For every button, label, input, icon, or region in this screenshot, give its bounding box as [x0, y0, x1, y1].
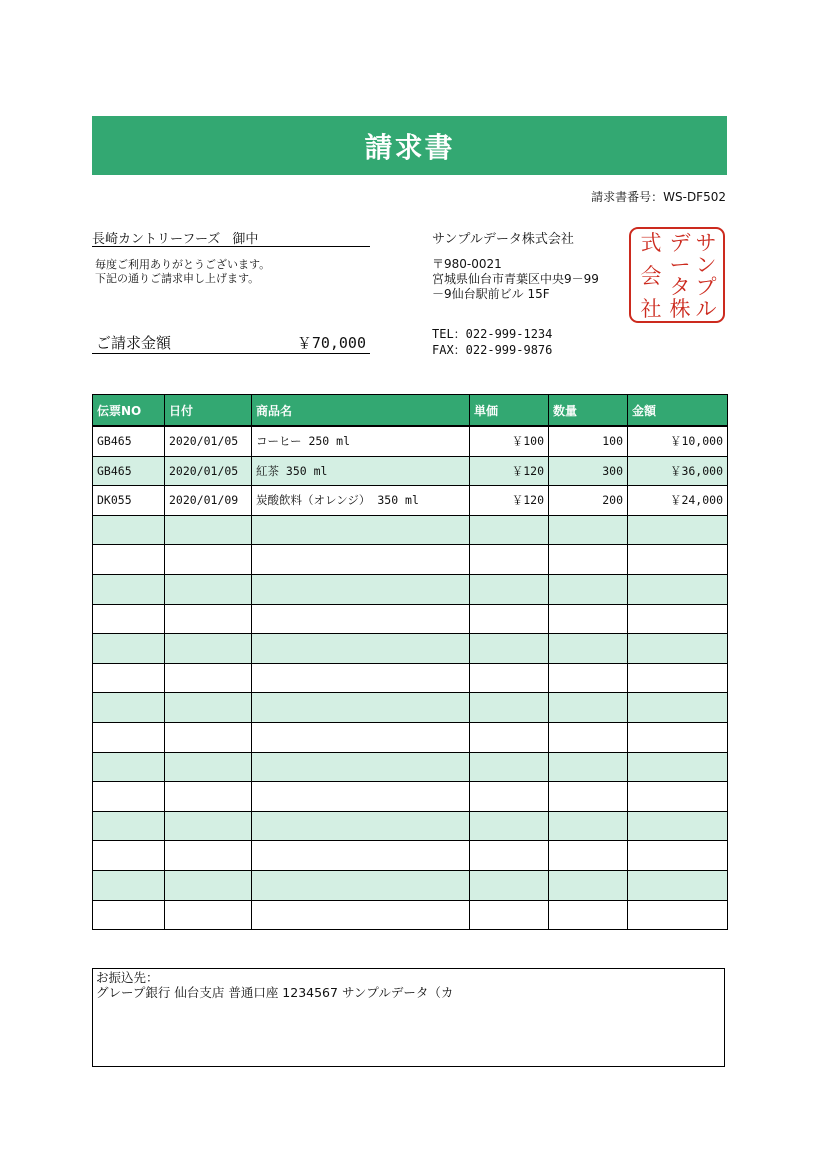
cell-unit-price [470, 545, 549, 575]
cell-quantity: 300 [549, 456, 628, 486]
cell-date [165, 663, 252, 693]
cell-unit-price [470, 722, 549, 752]
cell-date [165, 693, 252, 723]
cell-slip-no [93, 515, 165, 545]
cell-product [252, 515, 470, 545]
greeting-line: 毎度ご利用ありがとうございます。 [95, 258, 271, 271]
cell-quantity [549, 782, 628, 812]
cell-slip-no [93, 634, 165, 664]
cell-unit-price: ￥100 [470, 426, 549, 456]
cell-product [252, 782, 470, 812]
cell-quantity [549, 515, 628, 545]
table-row [93, 426, 728, 456]
cell-slip-no [93, 841, 165, 871]
cell-quantity [549, 752, 628, 782]
company-address [432, 257, 599, 302]
cell-slip-no [93, 663, 165, 693]
amount-value: ￥70,000 [296, 333, 366, 352]
cell-unit-price [470, 604, 549, 634]
col-header-product: 商品名 [252, 395, 470, 427]
svg-text:デ: デ [669, 231, 691, 255]
table-row [93, 604, 728, 634]
bank-detail: グレープ銀行 仙台支店 普通口座 1234567 サンプルデータ（カ [96, 985, 454, 1000]
company-seal-stamp [628, 226, 726, 324]
address-line: 宮城県仙台市青葉区中央9－99 [432, 272, 599, 286]
table-row [93, 722, 728, 752]
cell-date [165, 515, 252, 545]
cell-date [165, 574, 252, 604]
col-header-quantity: 数量 [549, 395, 628, 427]
cell-slip-no: DK055 [93, 486, 165, 516]
col-header-amount: 金額 [628, 395, 728, 427]
svg-text:株: 株 [669, 297, 691, 321]
svg-text:ル: ル [695, 297, 717, 321]
svg-text:タ: タ [669, 275, 691, 299]
cell-quantity [549, 900, 628, 930]
table-row [93, 841, 728, 871]
cell-slip-no [93, 722, 165, 752]
cell-unit-price [470, 634, 549, 664]
cell-slip-no [93, 693, 165, 723]
cell-product: 炭酸飲料（オレンジ） 350 ml [252, 486, 470, 516]
cell-date [165, 782, 252, 812]
cell-slip-no [93, 870, 165, 900]
table-row [93, 634, 728, 664]
cell-amount [628, 604, 728, 634]
cell-date [165, 604, 252, 634]
page-title: 請求書 [92, 116, 727, 175]
table-row [93, 486, 728, 516]
svg-text:会: 会 [640, 264, 662, 288]
cell-product [252, 545, 470, 575]
cell-amount [628, 722, 728, 752]
cell-amount [628, 841, 728, 871]
cell-amount [628, 663, 728, 693]
cell-unit-price [470, 870, 549, 900]
cell-date [165, 900, 252, 930]
cell-date [165, 752, 252, 782]
bank-transfer-box [92, 968, 725, 1067]
cell-product [252, 811, 470, 841]
cell-product [252, 574, 470, 604]
cell-unit-price [470, 752, 549, 782]
cell-unit-price [470, 782, 549, 812]
cell-slip-no: GB465 [93, 426, 165, 456]
cell-date [165, 811, 252, 841]
cell-slip-no [93, 782, 165, 812]
cell-quantity [549, 870, 628, 900]
table-row [93, 870, 728, 900]
customer-name-line [92, 228, 370, 247]
cell-product [252, 870, 470, 900]
cell-amount [628, 574, 728, 604]
address-line: －9仙台駅前ビル 15F [432, 287, 550, 301]
table-row [93, 693, 728, 723]
cell-product [252, 722, 470, 752]
tel: TEL：022-999-1234 [432, 327, 553, 341]
cell-date [165, 634, 252, 664]
cell-amount [628, 545, 728, 575]
cell-quantity [549, 634, 628, 664]
cell-amount [628, 634, 728, 664]
svg-text:式: 式 [640, 231, 662, 255]
cell-unit-price [470, 811, 549, 841]
cell-amount [628, 900, 728, 930]
cell-date [165, 870, 252, 900]
cell-amount: ￥36,000 [628, 456, 728, 486]
cell-unit-price: ￥120 [470, 456, 549, 486]
table-row [93, 900, 728, 930]
svg-text:ー: ー [669, 253, 691, 277]
cell-date: 2020/01/05 [165, 456, 252, 486]
cell-amount [628, 693, 728, 723]
cell-quantity: 200 [549, 486, 628, 516]
cell-date [165, 841, 252, 871]
cell-quantity [549, 811, 628, 841]
cell-product: コーヒー 250 ml [252, 426, 470, 456]
cell-slip-no [93, 900, 165, 930]
amount-due [92, 331, 370, 354]
cell-quantity [549, 574, 628, 604]
table-row [93, 515, 728, 545]
invoice-items-table [92, 394, 728, 930]
table-row [93, 752, 728, 782]
cell-slip-no [93, 574, 165, 604]
cell-amount: ￥10,000 [628, 426, 728, 456]
cell-quantity [549, 722, 628, 752]
col-header-unit-price: 単価 [470, 395, 549, 427]
col-header-slip-no: 伝票NO [93, 395, 165, 427]
cell-slip-no [93, 811, 165, 841]
invoice-number: 請求書番号：WS-DF502 [591, 190, 726, 204]
table-row [93, 782, 728, 812]
cell-amount [628, 752, 728, 782]
col-header-date: 日付 [165, 395, 252, 427]
cell-quantity [549, 841, 628, 871]
cell-quantity: 100 [549, 426, 628, 456]
cell-unit-price [470, 693, 549, 723]
cell-slip-no [93, 752, 165, 782]
cell-date: 2020/01/05 [165, 426, 252, 456]
table-row [93, 574, 728, 604]
customer-honorific: 御中 [232, 232, 259, 247]
cell-unit-price [470, 663, 549, 693]
cell-unit-price [470, 841, 549, 871]
cell-amount [628, 515, 728, 545]
fax: FAX：022-999-9876 [432, 343, 553, 357]
postal-code: 〒980-0021 [432, 257, 502, 271]
cell-amount [628, 782, 728, 812]
table-row [93, 663, 728, 693]
svg-text:プ: プ [695, 275, 717, 299]
cell-quantity [549, 693, 628, 723]
cell-unit-price [470, 900, 549, 930]
cell-amount [628, 870, 728, 900]
cell-product [252, 841, 470, 871]
cell-quantity [549, 604, 628, 634]
svg-text:ン: ン [695, 253, 717, 277]
cell-slip-no [93, 545, 165, 575]
cell-product: 紅茶 350 ml [252, 456, 470, 486]
table-row [93, 456, 728, 486]
cell-date [165, 722, 252, 752]
amount-label: ご請求金額 [96, 333, 172, 352]
cell-product [252, 604, 470, 634]
customer-name: 長崎カントリーフーズ [92, 232, 221, 247]
cell-product [252, 663, 470, 693]
cell-amount [628, 811, 728, 841]
company-contact [432, 326, 552, 358]
svg-text:サ: サ [695, 231, 717, 255]
cell-product [252, 693, 470, 723]
cell-quantity [549, 545, 628, 575]
company-name: サンプルデータ株式会社 [432, 232, 574, 247]
cell-product [252, 752, 470, 782]
cell-product [252, 634, 470, 664]
cell-unit-price: ￥120 [470, 486, 549, 516]
svg-text:社: 社 [640, 297, 662, 321]
table-row [93, 811, 728, 841]
cell-unit-price [470, 515, 549, 545]
table-row [93, 545, 728, 575]
cell-unit-price [470, 574, 549, 604]
cell-date [165, 545, 252, 575]
greeting [95, 258, 270, 286]
greeting-line: 下記の通りご請求申し上げます。 [95, 272, 260, 285]
cell-date: 2020/01/09 [165, 486, 252, 516]
cell-amount: ￥24,000 [628, 486, 728, 516]
cell-product [252, 900, 470, 930]
table-header-row [93, 395, 728, 427]
cell-slip-no: GB465 [93, 456, 165, 486]
bank-label: お振込先： [96, 970, 159, 985]
cell-quantity [549, 663, 628, 693]
cell-slip-no [93, 604, 165, 634]
